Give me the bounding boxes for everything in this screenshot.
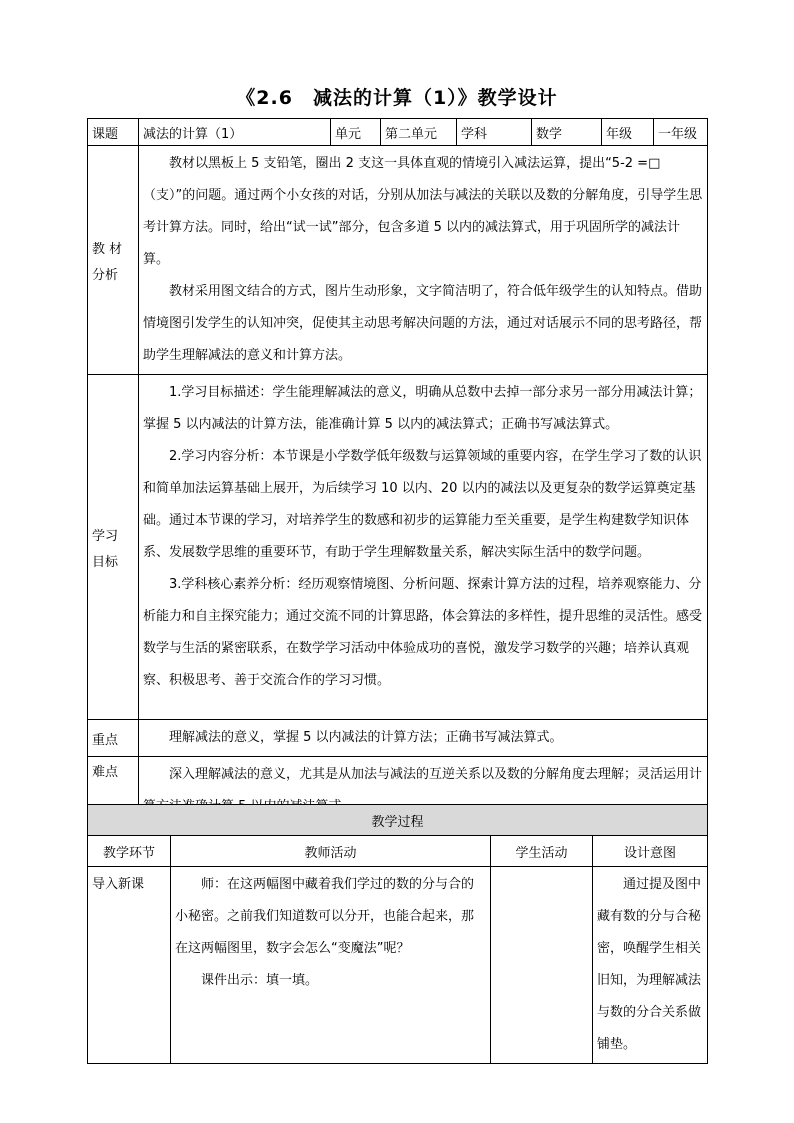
goals-paragraph: 1.学习目标描述：学生能理解减法的意义，明确从总数中去掉一部分求另一部分用减法计算；掌握 5 以内减法的计算方法，能准确计算 5 以内的减法算式；正确书写减法算式。: [143, 385, 702, 432]
goals-label: 学习 目标: [88, 375, 139, 720]
topic-label: 课题: [88, 119, 139, 146]
page-title: 《2.6 减法的计算（1）》教学设计: [236, 87, 558, 109]
grade-value: 一年级: [654, 119, 708, 146]
teacher-activity-cell: [171, 867, 491, 1064]
difficulty-content: 深入理解减法的意义，尤其是从加法与减法的互逆关系以及数的分解角度去理解；灵活运用计: [139, 757, 708, 826]
goals-paragraph: 3.学科核心素养分析：经历观察情境图、分析问题、探索计算方法的过程，培养观察能力、分析能力和自主探究能力；通过交流不同的计算思路，体会算法的多样性，提升思维的灵活性。感受数学与生活的紧密联系，在数学学习活动中体验成功的喜悦，激发学习数学的兴趣；培养认真观察、积极思考、善于交流合作的学习习惯。: [143, 577, 703, 688]
lesson-info-table: [87, 118, 708, 826]
column-header-intent: 设计意图: [593, 836, 708, 867]
analysis-row: [88, 146, 708, 375]
subject-value: 数学: [532, 119, 602, 146]
analysis-paragraph: 教材以黑板上 5 支铅笔，圈出 2 支这一具体直观的情境引入减法运算，提出“5-2 =□（支）”的问题。通过两个小女孩的对话，分别从加法与减法的关联以及数的分解角度，引导学生思考计算方法。同时，给出“试一试”部分，包含多道 5 以内的减法算式，用于巩固所学的减法计算。: [143, 156, 703, 267]
topic-value: 减法的计算（1）: [139, 119, 331, 146]
goals-row: [88, 375, 708, 720]
analysis-label: 教 材 分析: [88, 146, 139, 375]
design-intent-cell: 通过提及图中藏有数的分与合秘密，唤醒学生相关旧知，为理解减法与数的分合关系做铺垫。: [593, 867, 708, 1064]
difficulty-label: 难点: [88, 757, 139, 826]
key-point-label: 重点: [88, 720, 139, 757]
analysis-paragraph: 教材采用图文结合的方式，图片生动形象，文字简洁明了，符合低年级学生的认知特点。借助情境图引发学生的认知冲突，促使其主动思考解决问题的方法，通过对话展示不同的思考路径，帮助学生理解减法的意义和计算方法。: [143, 284, 703, 363]
column-header-stage: 教学环节: [88, 836, 171, 867]
column-header-teacher: 教师活动: [171, 836, 491, 867]
student-activity-cell: [491, 867, 593, 1064]
unit-label: 单元: [331, 119, 381, 146]
header-row: [88, 119, 708, 146]
unit-value: 第二单元: [381, 119, 457, 146]
teaching-process-table: [87, 804, 708, 1064]
grade-label: 年级: [602, 119, 654, 146]
process-title-row: [88, 805, 708, 836]
key-point-row: [88, 720, 708, 757]
key-point-content: 理解减法的意义，掌握 5 以内减法的计算方法；正确书写减法算式。: [139, 720, 708, 757]
goals-content: [139, 375, 708, 720]
analysis-content: [139, 146, 708, 375]
table-row: [88, 867, 708, 1064]
process-title: 教学过程: [88, 805, 708, 836]
teacher-paragraph: 师：在这两幅图中藏着我们学过的数的分与合的小秘密。之前我们知道数可以分开，也能合起来，那在这两幅图里，数字会怎么“变魔法”呢？: [175, 877, 475, 956]
teacher-paragraph: 课件出示：填一填。: [201, 973, 319, 988]
process-header-row: [88, 836, 708, 867]
stage-cell: 导入新课: [88, 867, 171, 1064]
column-header-student: 学生活动: [491, 836, 593, 867]
goals-paragraph: 2.学习内容分析：本节课是小学数学低年级数与运算领域的重要内容，在学生学习了数的认识和简单加法运算基础上展开，为后续学习 10 以内、20 以内的减法以及更复杂的数学运算奠定基础。通过本节课的学习，对培养学生的数感和初步的运算能力至关重要，是学生构建数学知识体系、发展数学思维的重要环节，有助于学生理解数量关系，解决实际生活中的数学问题。: [143, 449, 702, 560]
subject-label: 学科: [457, 119, 532, 146]
